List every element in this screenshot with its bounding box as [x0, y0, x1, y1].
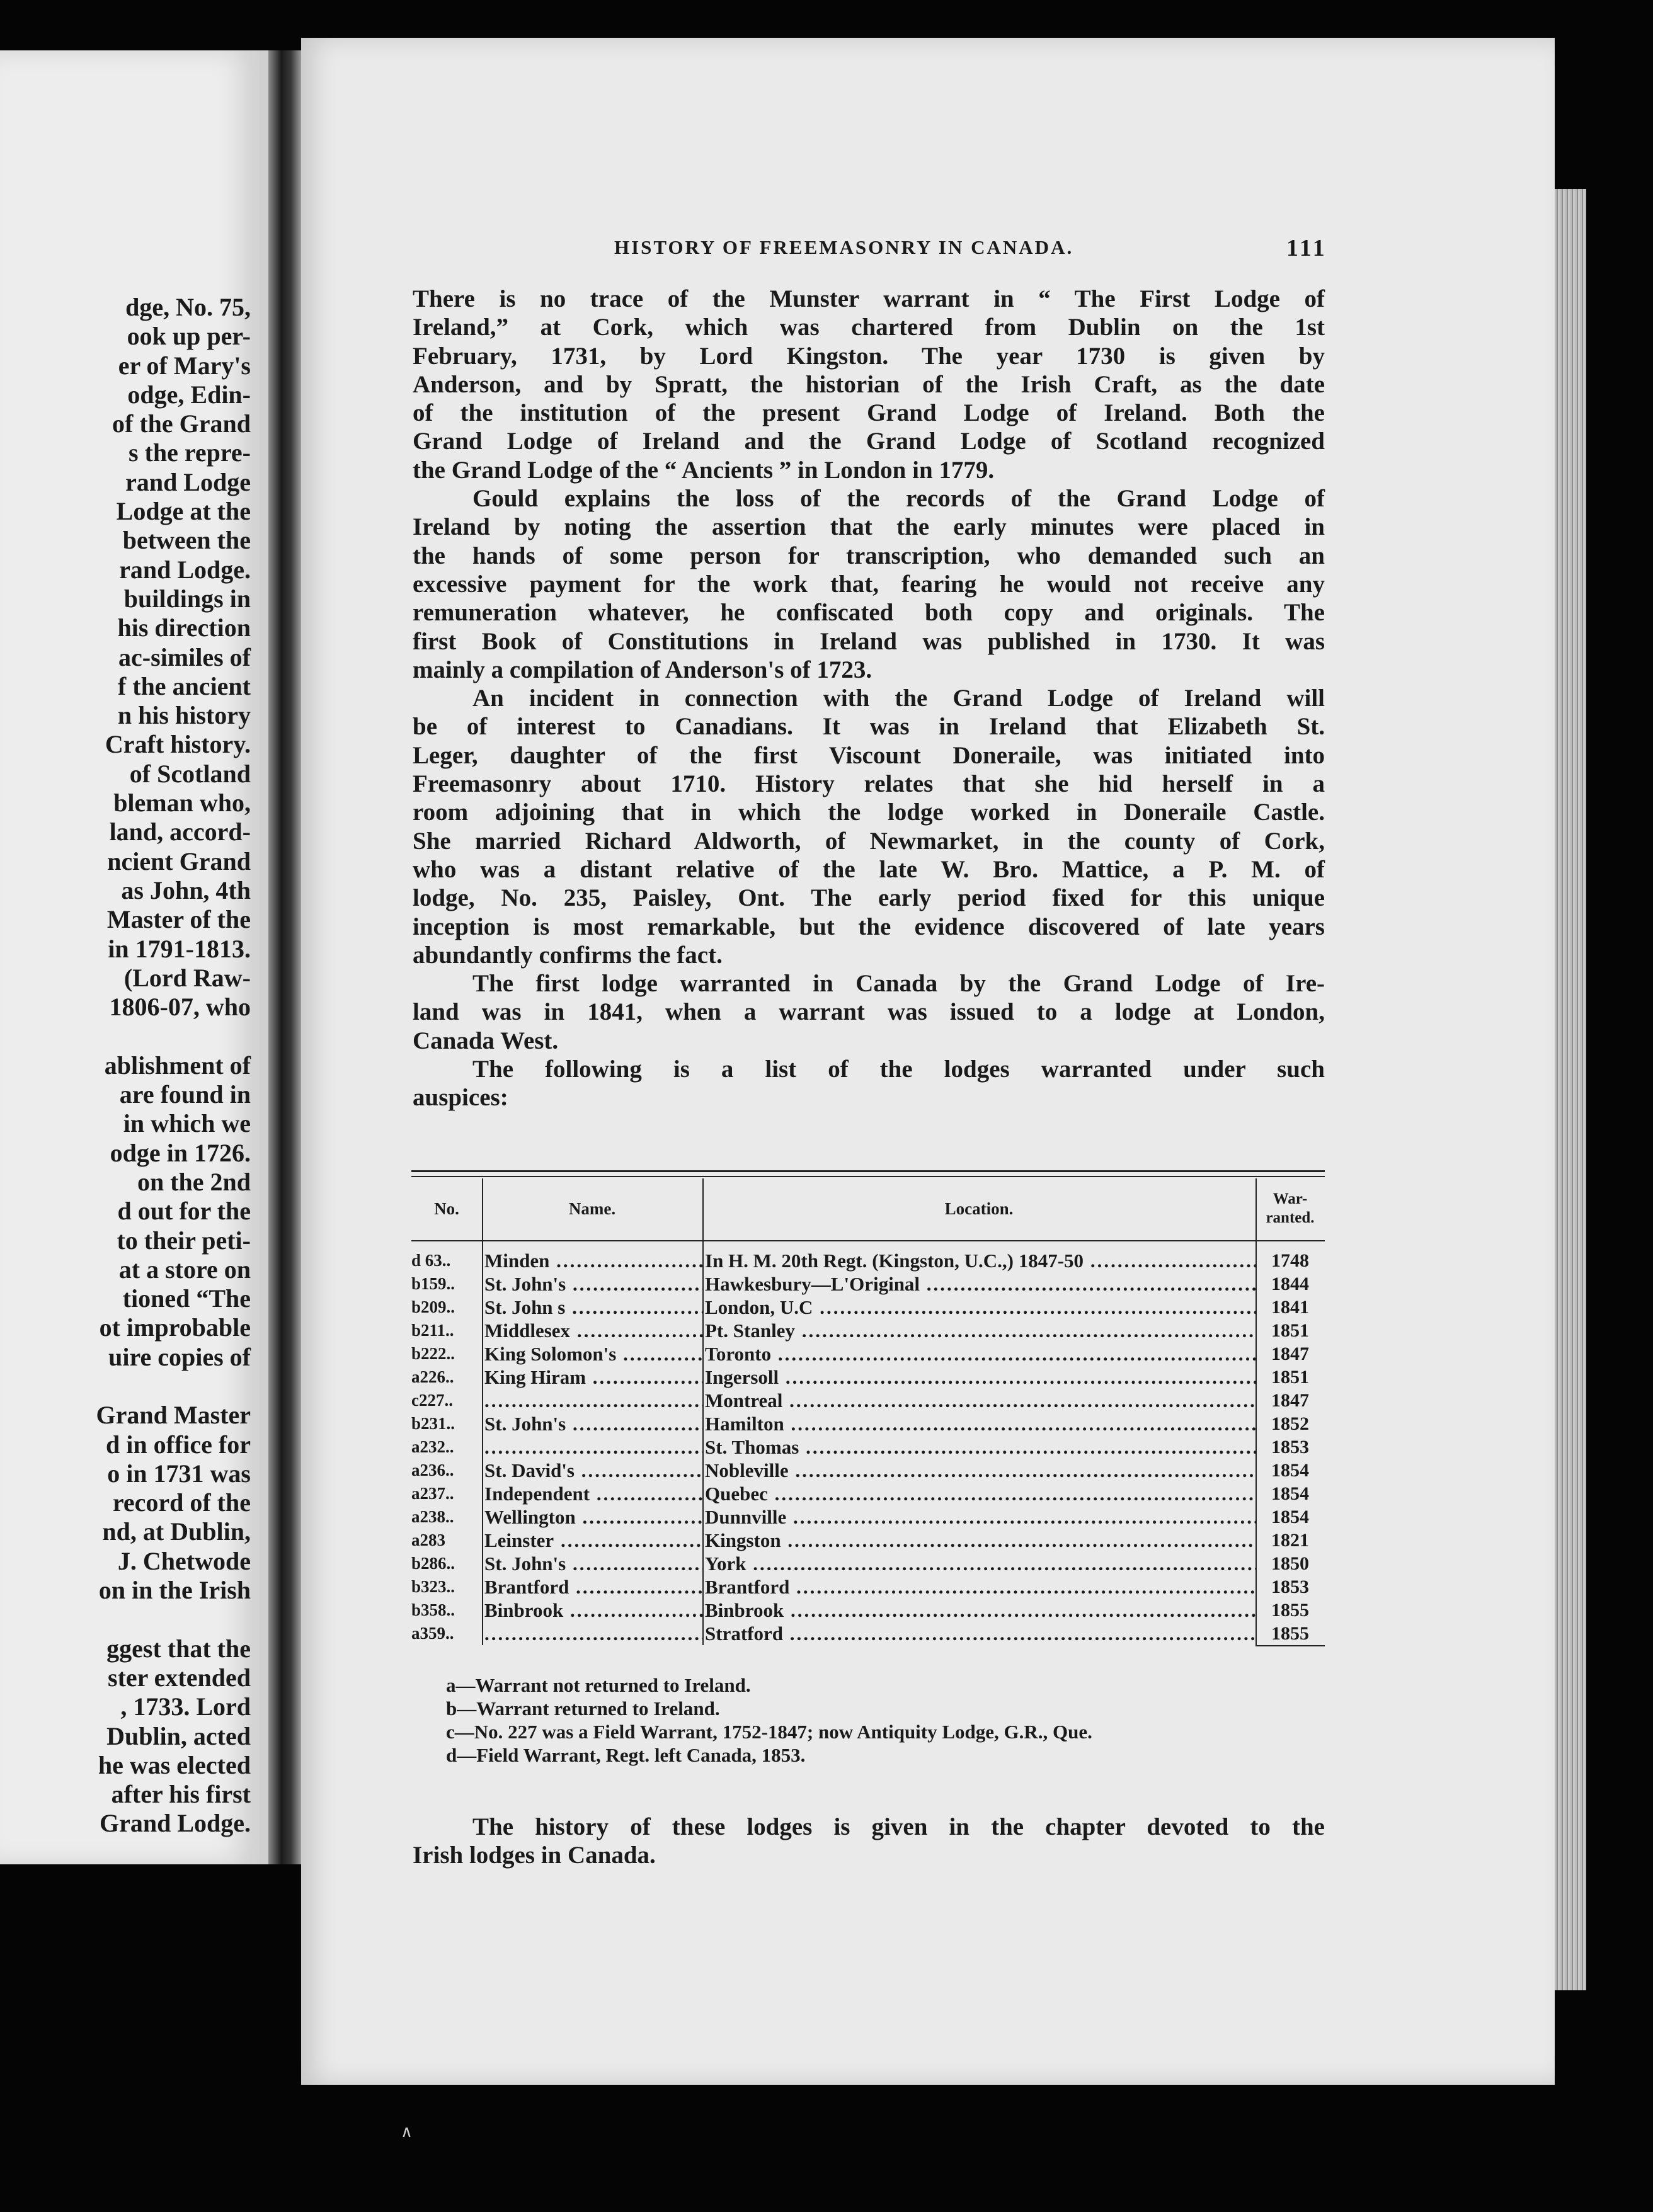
cell-name-text: Binbrook [484, 1599, 564, 1621]
text-line: Anderson, and by Spratt, the historian of the Irish Craft, as the date [413, 370, 1325, 398]
table-row [411, 1296, 1325, 1319]
book-gutter [268, 50, 301, 1864]
previous-page-line: at a store on [118, 1255, 251, 1284]
paragraph [413, 684, 1325, 969]
cell-no-text: b222.. [411, 1344, 455, 1363]
cell-warranted [1255, 1365, 1325, 1389]
cell-location [702, 1505, 1255, 1529]
cell-location-text: Brantford [705, 1576, 790, 1598]
table-row [411, 1365, 1325, 1389]
cell-location-text: Montreal [705, 1389, 783, 1411]
cell-location [702, 1389, 1255, 1412]
column-divider [482, 1178, 483, 1645]
cell-location-text: London, U.C [705, 1296, 813, 1318]
paragraph [413, 1055, 1325, 1112]
cell-name [482, 1389, 702, 1412]
previous-page-line: , 1733. Lord [120, 1692, 251, 1721]
previous-page-line: in 1791-1813. [108, 934, 251, 963]
cell-warranted [1255, 1482, 1325, 1505]
header-location: Location. [944, 1199, 1014, 1218]
cell-location-text: Kingston [705, 1529, 781, 1551]
text-line: The following is a list of the lodges warranted under such [472, 1056, 1325, 1083]
table-row [411, 1505, 1325, 1529]
text-line: be of interest to Canadians. It was in Ireland that Elizabeth St. [413, 713, 1325, 741]
cell-name-text: St. David's [484, 1459, 575, 1481]
cell-no [411, 1389, 482, 1412]
previous-page-line: to their peti- [117, 1226, 251, 1255]
cell-warranted-text: 1841 [1271, 1297, 1309, 1318]
column-divider [702, 1178, 704, 1645]
cell-name [482, 1272, 702, 1296]
cell-location-text: Hawkesbury—L'Original [705, 1273, 920, 1295]
cell-warranted [1255, 1599, 1325, 1622]
cell-location [702, 1435, 1255, 1459]
previous-page-line: on the 2nd [137, 1167, 251, 1196]
text-line: February, 1731, by Lord Kingston. The year 1730 is given by [413, 342, 1325, 370]
cell-warranted-text: 1852 [1271, 1413, 1309, 1434]
previous-page-line: dge, No. 75, [125, 293, 251, 321]
cell-location [702, 1249, 1255, 1272]
cell-location [702, 1365, 1255, 1389]
cell-warranted-text: 1847 [1271, 1343, 1309, 1364]
cell-name-text: King Solomon's [484, 1343, 617, 1365]
cell-name-text: Wellington [484, 1506, 576, 1528]
cell-no [411, 1459, 482, 1482]
cell-name [482, 1599, 702, 1622]
cell-warranted-text: 1855 [1271, 1623, 1309, 1644]
cell-location [702, 1529, 1255, 1552]
table-row [411, 1459, 1325, 1482]
cell-warranted-text: 1854 [1271, 1460, 1309, 1481]
footnotes [446, 1673, 1328, 1767]
cell-warranted [1255, 1529, 1325, 1552]
running-title: HISTORY OF FREEMASONRY IN CANADA. [614, 236, 1074, 258]
table-row [411, 1412, 1325, 1435]
previous-page-line: ot improbable [99, 1313, 251, 1342]
cell-no [411, 1529, 482, 1552]
cell-location-text: Nobleville [705, 1459, 789, 1481]
cell-warranted [1255, 1459, 1325, 1482]
cell-name-text: Minden [484, 1250, 550, 1272]
text-line: She married Richard Aldworth, of Newmarket, in the county of Cork, [413, 827, 1325, 855]
previous-page-line: record of the [112, 1488, 251, 1517]
cell-no [411, 1412, 482, 1435]
cell-location [702, 1342, 1255, 1365]
cell-no [411, 1272, 482, 1296]
cell-no-text: a232.. [411, 1437, 454, 1456]
cell-warranted-text: 1821 [1271, 1530, 1309, 1551]
text-line: remuneration whatever, he confiscated both copy and originals. The [413, 599, 1325, 627]
cell-name [482, 1529, 702, 1552]
cell-warranted [1255, 1575, 1325, 1599]
cell-no [411, 1319, 482, 1342]
text-line: Grand Lodge of Ireland and the Grand Lodge of Scotland recognized [413, 428, 1325, 455]
cell-name-text: Leinster [484, 1529, 554, 1551]
previous-page-line: of the Grand [112, 409, 251, 438]
header-no: No. [434, 1199, 459, 1218]
cell-no-text: b231.. [411, 1414, 455, 1433]
cell-name [482, 1342, 702, 1365]
table-row [411, 1482, 1325, 1505]
cell-no [411, 1482, 482, 1505]
page-number: 111 [1286, 235, 1327, 261]
header-name: Name. [568, 1199, 616, 1218]
cell-warranted-text: 1748 [1271, 1250, 1309, 1271]
previous-page-line: Grand Lodge. [99, 1809, 251, 1838]
text-line: mainly a compilation of Anderson's of 1723. [413, 656, 872, 683]
cell-name [482, 1412, 702, 1435]
cell-name [482, 1459, 702, 1482]
cell-warranted [1255, 1296, 1325, 1319]
text-line: lodge, No. 235, Paisley, Ont. The early period fixed for this unique [413, 884, 1325, 912]
previous-page-line: ook up per- [127, 322, 251, 351]
cell-name [482, 1296, 702, 1319]
cell-no [411, 1552, 482, 1575]
cell-warranted-text: 1851 [1271, 1367, 1309, 1388]
cell-location-text: In H. M. 20th Regt. (Kingston, U.C.,) 1847-50 [705, 1250, 1084, 1272]
previous-page-line: are found in [119, 1080, 251, 1109]
cell-name [482, 1319, 702, 1342]
table-row [411, 1389, 1325, 1412]
cell-location [702, 1272, 1255, 1296]
cell-warranted [1255, 1552, 1325, 1575]
text-line: the Grand Lodge of the “ Ancients ” in London in 1779. [413, 456, 995, 484]
table-body [411, 1241, 1325, 1645]
cell-no [411, 1575, 482, 1599]
cell-location [702, 1552, 1255, 1575]
cell-name [482, 1505, 702, 1529]
cell-location-text: Binbrook [705, 1599, 784, 1621]
table-row [411, 1599, 1325, 1622]
cell-warranted [1255, 1389, 1325, 1412]
cell-no-text: c227.. [411, 1391, 453, 1410]
cell-warranted [1255, 1412, 1325, 1435]
cell-no [411, 1435, 482, 1459]
table-row [411, 1249, 1325, 1272]
cell-location-text: Ingersoll [705, 1366, 779, 1388]
paragraph [413, 969, 1325, 1055]
previous-page-text [0, 293, 251, 1839]
table-header [411, 1177, 1325, 1241]
previous-page-line: between the [122, 526, 251, 555]
previous-page-line: d out for the [117, 1197, 251, 1226]
previous-page-line: Dublin, acted [106, 1721, 251, 1750]
previous-page-line [0, 1372, 251, 1401]
cell-warranted [1255, 1435, 1325, 1459]
previous-page-line: buildings in [123, 584, 251, 613]
previous-page-line: ster extended [108, 1663, 251, 1692]
previous-page-line: odge, Edin- [127, 380, 251, 409]
previous-page-line: nd, at Dublin, [102, 1517, 251, 1546]
previous-page-line: ablishment of [104, 1051, 251, 1080]
footnote: b—Warrant returned to Ireland. [446, 1697, 720, 1719]
previous-page-line: in which we [123, 1109, 251, 1138]
cell-location-text: Dunnville [705, 1506, 787, 1528]
text-line: abundantly confirms the fact. [413, 941, 723, 969]
text-line: The first lodge warranted in Canada by the Grand Lodge of Ire- [472, 970, 1325, 998]
text-line: Irish lodges in Canada. [413, 1842, 656, 1869]
cell-no [411, 1505, 482, 1529]
cell-no-text: a238.. [411, 1507, 454, 1526]
text-line: excessive payment for the work that, fearing he would not receive any [413, 570, 1325, 598]
previous-page-line: his direction [117, 613, 251, 642]
cell-name [482, 1482, 702, 1505]
cell-location [702, 1412, 1255, 1435]
text-line: land was in 1841, when a warrant was issued to a lodge at London, [413, 998, 1325, 1026]
page-edges [1555, 189, 1586, 1990]
cell-no [411, 1342, 482, 1365]
cell-no [411, 1599, 482, 1622]
previous-page-line: uire copies of [108, 1342, 251, 1371]
previous-page-line: (Lord Raw- [123, 963, 251, 992]
cell-name [482, 1249, 702, 1272]
text-line: Canada West. [413, 1027, 559, 1054]
previous-page-line: Master of the [106, 905, 251, 934]
cell-name-text: King Hiram [484, 1366, 586, 1388]
previous-page-line: s the repre- [128, 438, 251, 467]
scan-mark: ∧ [401, 2123, 413, 2141]
header-warranted: War- ranted. [1266, 1190, 1315, 1226]
cell-warranted-text: 1850 [1271, 1553, 1309, 1574]
cell-no [411, 1365, 482, 1389]
text-line: The history of these lodges is given in the chapter devoted to the [472, 1813, 1325, 1840]
cell-warranted-text: 1855 [1271, 1600, 1309, 1621]
previous-page-line: 1806-07, who [109, 993, 251, 1022]
cell-warranted [1255, 1505, 1325, 1529]
table-row [411, 1622, 1325, 1645]
cell-location [702, 1296, 1255, 1319]
previous-page-line: ncient Grand [107, 847, 251, 875]
previous-page-line: of Scotland [129, 759, 251, 788]
previous-page-line: d in office for [106, 1430, 251, 1459]
previous-page-line: rand Lodge. [119, 555, 251, 584]
cell-name [482, 1575, 702, 1599]
previous-page-line [0, 1605, 251, 1634]
previous-page-line: he was elected [98, 1750, 251, 1779]
paragraph [413, 484, 1325, 684]
cell-location-text: Stratford [705, 1622, 783, 1645]
text-line: Gould explains the loss of the records of the Grand Lodge of [472, 485, 1325, 513]
previous-page-line: odge in 1726. [110, 1138, 251, 1167]
cell-name-text: Independent [484, 1483, 590, 1505]
previous-page-line: n his history [117, 701, 251, 730]
table-row [411, 1272, 1325, 1296]
text-line: the hands of some person for transcription, who demanded such an [413, 542, 1325, 569]
previous-page [0, 50, 268, 1864]
table-row [411, 1575, 1325, 1599]
text-line: An incident in connection with the Grand Lodge of Ireland will [472, 685, 1325, 712]
cell-location-text: Quebec [705, 1483, 768, 1505]
previous-page-line [0, 1022, 251, 1051]
cell-no-text: d 63.. [411, 1251, 451, 1270]
previous-page-line: J. Chetwode [117, 1546, 251, 1575]
table-bottom-rule [1255, 1645, 1325, 1646]
previous-page-line: er of Mary's [118, 351, 251, 380]
table-top-rule [411, 1170, 1325, 1172]
text-line: Leger, daughter of the first Viscount Doneraile, was initiated into [413, 741, 1325, 769]
previous-page-line: Craft history. [105, 730, 251, 759]
cell-name-text: St. John's [484, 1273, 566, 1295]
cell-location-text: York [705, 1553, 746, 1575]
previous-page-line: ggest that the [106, 1634, 251, 1663]
cell-warranted-text: 1854 [1271, 1483, 1309, 1504]
text-line: auspices: [413, 1084, 508, 1112]
cell-name-text: St. John's [484, 1413, 566, 1435]
cell-name-text: Brantford [484, 1576, 569, 1598]
previous-page-line: f the ancient [117, 671, 251, 700]
cell-name-text: St. John's [484, 1553, 566, 1575]
previous-page-line: bleman who, [113, 789, 251, 818]
cell-location-text: Toronto [705, 1343, 772, 1365]
footnote: d—Field Warrant, Regt. left Canada, 1853. [446, 1744, 806, 1766]
cell-location [702, 1599, 1255, 1622]
text-line: of the institution of the present Grand Lodge of Ireland. Both the [413, 399, 1325, 427]
cell-warranted [1255, 1622, 1325, 1645]
cell-warranted-text: 1844 [1271, 1274, 1309, 1294]
text-line: first Book of Constitutions in Ireland was published in 1730. It was [413, 627, 1325, 655]
cell-no-text: a236.. [411, 1461, 454, 1479]
previous-page-line: land, accord- [109, 818, 251, 847]
previous-page-line: on in the Irish [98, 1576, 251, 1605]
text-line: There is no trace of the Munster warrant in “ The First Lodge of [413, 285, 1325, 312]
cell-name [482, 1552, 702, 1575]
column-divider [1255, 1178, 1257, 1645]
cell-name [482, 1365, 702, 1389]
cell-no-text: b286.. [411, 1554, 455, 1573]
cell-no-text: b159.. [411, 1274, 455, 1293]
cell-name-text: St. John s [484, 1296, 566, 1318]
cell-name [482, 1435, 702, 1459]
closing-paragraph [413, 1813, 1325, 1870]
table-row [411, 1529, 1325, 1552]
cell-warranted-text: 1853 [1271, 1576, 1309, 1597]
text-line: who was a distant relative of the late W. Bro. Mattice, a P. M. of [413, 855, 1325, 883]
lodge-table [411, 1170, 1325, 1646]
text-line: room adjoining that in which the lodge worked in Doneraile Castle. [413, 799, 1325, 826]
body-text [413, 285, 1325, 1112]
cell-no-text: a359.. [411, 1624, 454, 1643]
text-line: Ireland,” at Cork, which was chartered from Dublin on the 1st [413, 314, 1325, 341]
table-row [411, 1342, 1325, 1365]
cell-warranted-text: 1851 [1271, 1320, 1309, 1341]
cell-location [702, 1482, 1255, 1505]
cell-no [411, 1622, 482, 1645]
cell-location [702, 1575, 1255, 1599]
cell-warranted-text: 1847 [1271, 1390, 1309, 1411]
previous-page-line: o in 1731 was [107, 1459, 251, 1488]
cell-warranted [1255, 1319, 1325, 1342]
previous-page-line: as John, 4th [121, 875, 251, 904]
table-row [411, 1435, 1325, 1459]
text-line: Ireland by noting the assertion that the early minutes were placed in [413, 513, 1325, 541]
cell-location [702, 1622, 1255, 1645]
footnote: c—No. 227 was a Field Warrant, 1752-1847; now Antiquity Lodge, G.R., Que. [446, 1721, 1092, 1743]
table-row [411, 1552, 1325, 1575]
previous-page-line: Lodge at the [116, 497, 251, 526]
cell-no-text: b211.. [411, 1321, 454, 1340]
cell-no-text: b358.. [411, 1600, 455, 1619]
cell-no-text: b323.. [411, 1577, 455, 1596]
previous-page-line: ac-similes of [118, 642, 251, 671]
paragraph [413, 285, 1325, 484]
cell-warranted [1255, 1272, 1325, 1296]
footnote: a—Warrant not returned to Ireland. [446, 1674, 751, 1696]
cell-location-text: Pt. Stanley [705, 1320, 795, 1342]
cell-no [411, 1249, 482, 1272]
cell-warranted-text: 1854 [1271, 1507, 1309, 1527]
cell-location [702, 1459, 1255, 1482]
text-line: inception is most remarkable, but the evidence discovered of late years [413, 913, 1325, 940]
text-line: Freemasonry about 1710. History relates that she hid herself in a [413, 770, 1325, 798]
cell-no-text: a283 [411, 1531, 445, 1549]
cell-name [482, 1622, 702, 1645]
cell-no-text: a226.. [411, 1367, 454, 1386]
cell-location [702, 1319, 1255, 1342]
previous-page-line: rand Lodge [125, 467, 251, 496]
table-row [411, 1319, 1325, 1342]
previous-page-line: Grand Master [96, 1401, 251, 1430]
cell-warranted-text: 1853 [1271, 1437, 1309, 1457]
cell-name-text: Middlesex [484, 1320, 571, 1342]
previous-page-line: after his first [111, 1780, 251, 1809]
previous-page-line: tioned “The [122, 1284, 251, 1313]
cell-warranted [1255, 1249, 1325, 1272]
cell-location-text: Hamilton [705, 1413, 784, 1435]
cell-no [411, 1296, 482, 1319]
cell-no-text: a237.. [411, 1484, 454, 1503]
cell-warranted [1255, 1342, 1325, 1365]
cell-location-text: St. Thomas [705, 1436, 799, 1458]
cell-no-text: b209.. [411, 1297, 455, 1316]
